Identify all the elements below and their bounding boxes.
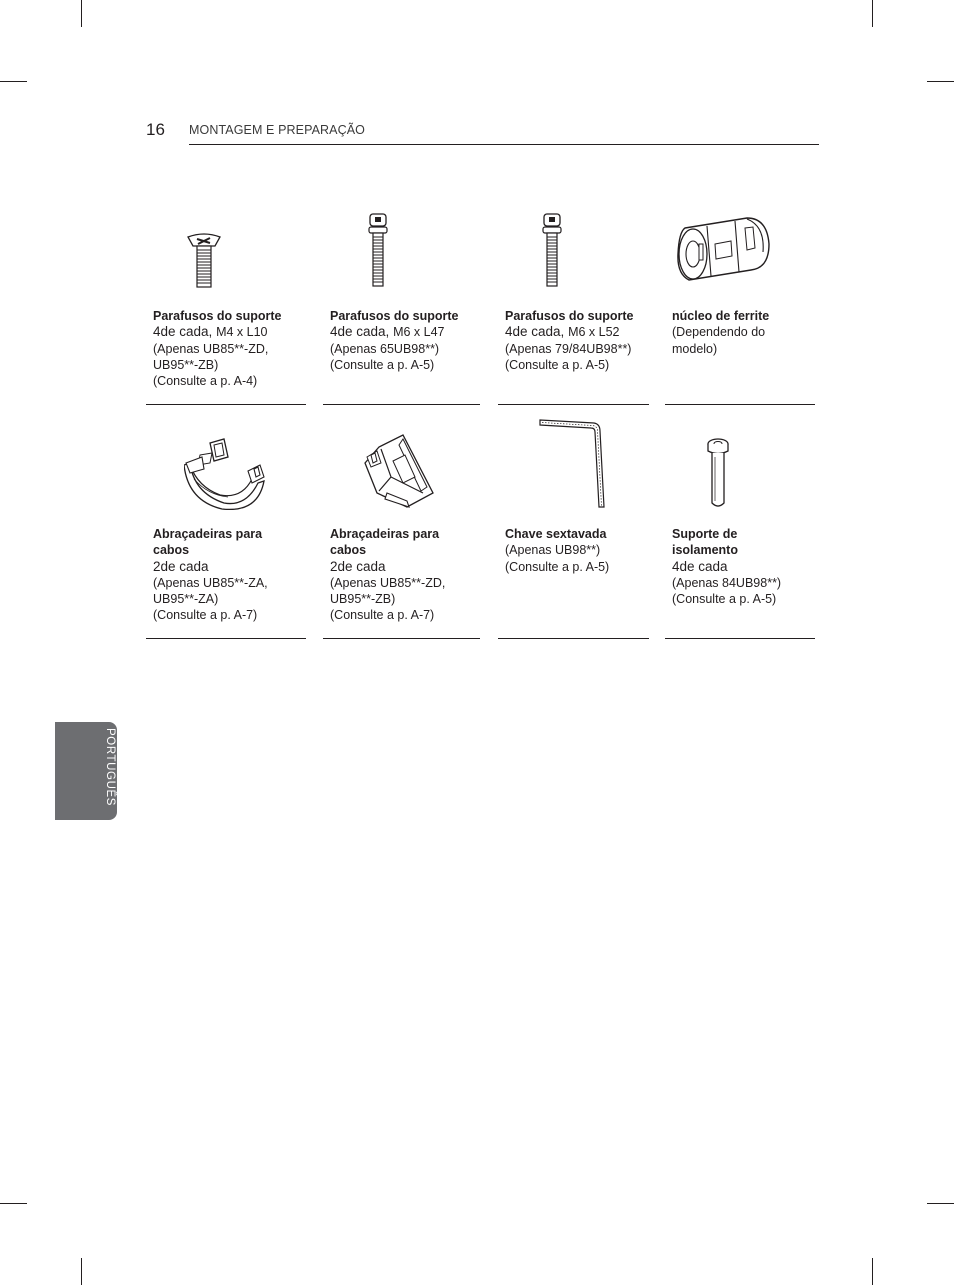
crop-mark	[81, 1258, 82, 1285]
item-note: (Apenas 84UB98**)	[672, 575, 782, 590]
item-spec: M6 x L52	[568, 325, 620, 340]
accessory-item	[498, 405, 649, 639]
accessory-item	[146, 405, 306, 639]
accessory-item	[498, 200, 649, 405]
item-quantity: 4de cada,	[330, 324, 394, 340]
crop-mark	[0, 81, 27, 82]
item-quantity: 4de cada,	[505, 324, 569, 340]
ferrite-core-icon	[675, 214, 771, 284]
item-name: cabos	[330, 543, 367, 558]
item-name: Suporte de	[672, 527, 738, 541]
crop-mark	[872, 0, 873, 27]
item-note: UB95**-ZB)	[153, 357, 219, 372]
item-note: (Consulte a p. A-4)	[153, 374, 258, 389]
square-cable-clamp-icon	[363, 433, 435, 509]
accessory-item	[665, 200, 815, 405]
item-name: cabos	[153, 543, 190, 558]
item-name: Parafusos do suporte	[330, 309, 459, 323]
crop-mark	[0, 1203, 27, 1204]
curved-cable-clamp-icon	[184, 435, 266, 510]
item-note: (Consulte a p. A-7)	[330, 608, 435, 623]
item-note: (Apenas UB98**)	[505, 543, 601, 558]
accessory-item	[146, 200, 306, 405]
item-divider	[665, 638, 815, 639]
accessory-item	[323, 200, 480, 405]
crop-mark	[927, 81, 954, 82]
item-quantity: 2de cada	[330, 558, 386, 574]
item-note: (Consulte a p. A-5)	[330, 357, 435, 372]
item-note: (Apenas UB85**-ZD,	[330, 575, 446, 590]
item-name: Parafusos do suporte	[505, 309, 634, 323]
item-note: (Consulte a p. A-5)	[505, 559, 610, 574]
hex-key-icon	[538, 417, 608, 509]
item-divider	[323, 638, 480, 639]
item-divider	[498, 638, 649, 639]
hex-socket-screw-icon	[368, 212, 388, 288]
crop-mark	[927, 1203, 954, 1204]
item-note: (Apenas 79/84UB98**)	[505, 341, 632, 356]
language-tab-label: PORTUGUÊS	[104, 728, 116, 807]
item-note: (Consulte a p. A-5)	[505, 357, 610, 372]
item-spec: M6 x L47	[393, 325, 445, 340]
page-number: 16	[146, 120, 165, 139]
item-note: (Apenas UB85**-ZD,	[153, 341, 269, 356]
item-divider	[146, 638, 306, 639]
flat-head-screw-icon	[186, 233, 222, 289]
item-note: (Consulte a p. A-5)	[672, 592, 777, 607]
item-note: (Consulte a p. A-7)	[153, 608, 258, 623]
item-note: modelo)	[672, 341, 718, 356]
item-name: Parafusos do suporte	[153, 309, 282, 323]
item-name: Abraçadeiras para	[330, 527, 440, 541]
item-name: Abraçadeiras para	[153, 527, 263, 541]
accessory-item	[323, 405, 480, 639]
item-name: isolamento	[672, 543, 738, 558]
section-title: MONTAGEM E PREPARAÇÃO	[189, 123, 365, 137]
accessory-item	[665, 405, 815, 639]
item-note: UB95**-ZB)	[330, 592, 396, 607]
header-rule	[189, 144, 819, 145]
insulation-spacer-icon	[707, 437, 729, 509]
crop-mark	[872, 1258, 873, 1285]
hex-socket-screw-long-icon	[542, 212, 562, 288]
item-note: (Apenas 65UB98**)	[330, 341, 440, 356]
item-note: (Dependendo do	[672, 325, 766, 340]
item-spec: M4 x L10	[216, 325, 268, 340]
item-note: UB95**-ZA)	[153, 592, 219, 607]
item-quantity: 4de cada	[672, 558, 728, 574]
item-name: Chave sextavada	[505, 527, 607, 541]
crop-mark	[81, 0, 82, 27]
item-note: (Apenas UB85**-ZA,	[153, 575, 268, 590]
item-name: núcleo de ferrite	[672, 309, 770, 323]
item-quantity: 4de cada,	[153, 324, 217, 340]
item-quantity: 2de cada	[153, 558, 209, 574]
